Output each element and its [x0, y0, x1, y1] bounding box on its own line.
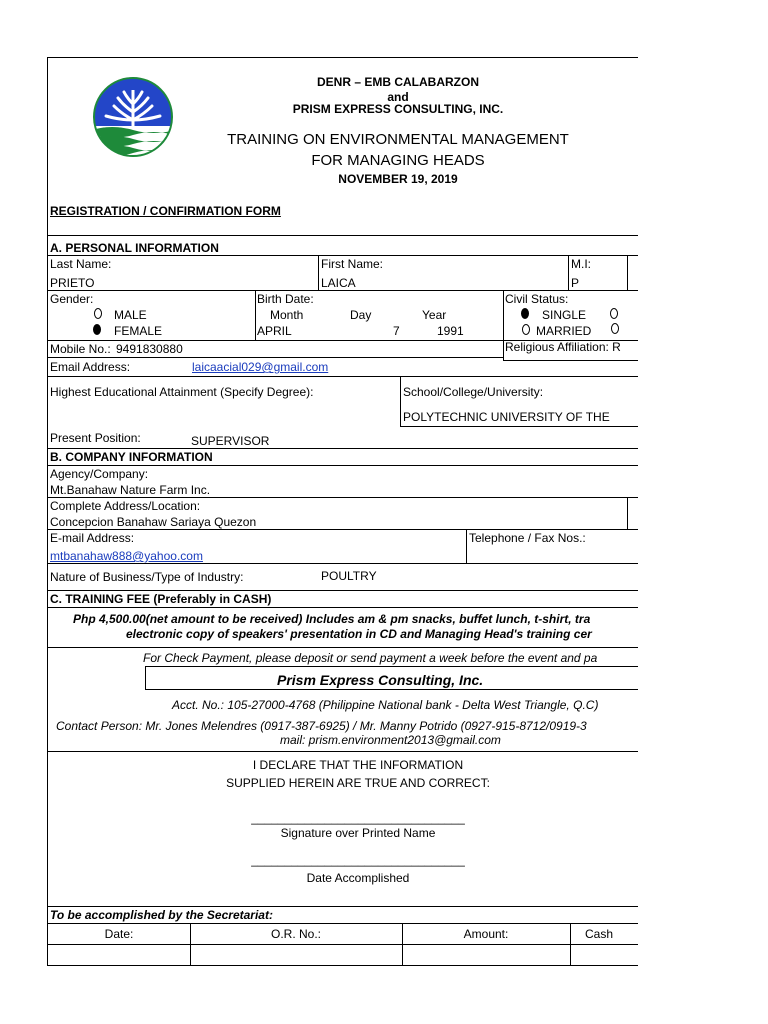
address-value[interactable]: Concepcion Banahaw Sariaya Quezon [50, 515, 257, 529]
date-accomplished-label: Date Accomplished [306, 871, 410, 885]
agency-value[interactable]: Mt.Banahaw Nature Farm Inc. [50, 483, 211, 497]
registration-form [47, 57, 638, 966]
civil-status-label: Civil Status: [505, 292, 569, 306]
contact-person: Contact Person: Mr. Jones Melendres (0917-387-6925) / Mr. Manny Potrido (0927-915-8712/0919-3 [56, 719, 587, 733]
birth-date-label: Birth Date: [257, 292, 314, 306]
first-name-value[interactable]: LAICA [321, 276, 356, 290]
female-radio[interactable] [93, 324, 101, 337]
col-or-no: O.R. No.: [270, 927, 321, 941]
company-email-link[interactable]: mtbanahaw888@yahoo.com [50, 549, 203, 563]
year-label: Year [422, 308, 447, 322]
address-label: Complete Address/Location: [50, 499, 201, 513]
col-date: Date: [104, 927, 134, 941]
section-company: B. COMPANY INFORMATION [50, 450, 213, 464]
birth-month[interactable]: APRIL [257, 324, 292, 338]
signature-line[interactable]: ________________________________ [251, 811, 465, 825]
school-label: School/College/University: [403, 385, 544, 399]
single-radio[interactable] [521, 308, 529, 321]
agency-label: Agency/Company: [50, 467, 149, 481]
business-value[interactable]: POULTRY [321, 569, 377, 583]
org-line-1: DENR – EMB CALABARZON [317, 75, 479, 89]
check-note: For Check Payment, please deposit or send payment a week before the event and pa [143, 651, 598, 665]
female-label: FEMALE [114, 324, 163, 338]
married-extra-radio[interactable] [611, 323, 619, 336]
birth-day[interactable]: 7 [393, 324, 400, 338]
event-date: NOVEMBER 19, 2019 [338, 172, 458, 186]
position-label: Present Position: [50, 431, 141, 445]
section-personal: A. PERSONAL INFORMATION [50, 241, 219, 255]
section-fee: C. TRAINING FEE (Preferably in CASH) [50, 592, 272, 606]
mobile-label: Mobile No.: [50, 342, 111, 356]
single-label: SINGLE [542, 308, 587, 322]
first-name-label: First Name: [321, 257, 384, 271]
signature-label: Signature over Printed Name [280, 826, 436, 840]
declaration-line-1: I DECLARE THAT THE INFORMATION [252, 758, 464, 772]
payee-name: Prism Express Consulting, Inc. [277, 672, 484, 688]
fee-line-1: Php 4,500.00(net amount to be received) Includes am & pm snacks, buffet lunch, t-shirt, tra [73, 612, 591, 626]
contact-email: mail: prism.environment2013@gmail.com [280, 733, 501, 747]
religion-label: Religious Affiliation: R [505, 340, 621, 354]
org-line-3: PRISM EXPRESS CONSULTING, INC. [292, 102, 504, 116]
form-title: REGISTRATION / CONFIRMATION FORM [50, 204, 281, 218]
training-title-2: FOR MANAGING HEADS [311, 152, 485, 169]
date-line[interactable]: ________________________________ [251, 853, 465, 867]
email-link[interactable]: laicaacial029@gmail.com [192, 360, 329, 374]
mobile-value[interactable]: 9491830880 [116, 342, 183, 356]
declaration-line-2: SUPPLIED HEREIN ARE TRUE AND CORRECT: [226, 776, 490, 790]
birth-year[interactable]: 1991 [437, 324, 464, 338]
position-value[interactable]: SUPERVISOR [191, 434, 270, 448]
last-name-value[interactable]: PRIETO [50, 276, 95, 290]
day-label: Day [350, 308, 372, 322]
company-email-label: E-mail Address: [50, 531, 135, 545]
business-label: Nature of Business/Type of Industry: [50, 570, 244, 584]
mi-value[interactable]: P [571, 276, 580, 290]
month-label: Month [270, 308, 304, 322]
school-value[interactable]: POLYTECHNIC UNIVERSITY OF THE [403, 410, 610, 424]
education-label: Highest Educational Attainment (Specify Degree): [50, 385, 314, 399]
male-label: MALE [114, 308, 147, 322]
married-radio[interactable] [522, 324, 530, 337]
training-title-1: TRAINING ON ENVIRONMENTAL MANAGEMENT [227, 131, 569, 148]
last-name-label: Last Name: [50, 257, 112, 271]
gender-label: Gender: [50, 292, 94, 306]
org-line-2: and [387, 90, 409, 104]
telephone-label: Telephone / Fax Nos.: [469, 531, 586, 545]
married-label: MARRIED [536, 324, 592, 338]
mi-label: M.I: [571, 257, 591, 271]
col-amount: Amount: [463, 927, 509, 941]
male-radio[interactable] [94, 308, 102, 321]
single-extra-radio[interactable] [610, 308, 618, 321]
fee-line-2: electronic copy of speakers' presentation in CD and Managing Head's training cer [126, 627, 592, 641]
secretariat-title: To be accomplished by the Secretariat: [50, 908, 273, 922]
col-cash: Cash [584, 927, 613, 941]
email-label: Email Address: [50, 360, 131, 374]
account-number: Acct. No.: 105-27000-4768 (Philippine National bank - Delta West Triangle, Q.C) [172, 698, 599, 712]
